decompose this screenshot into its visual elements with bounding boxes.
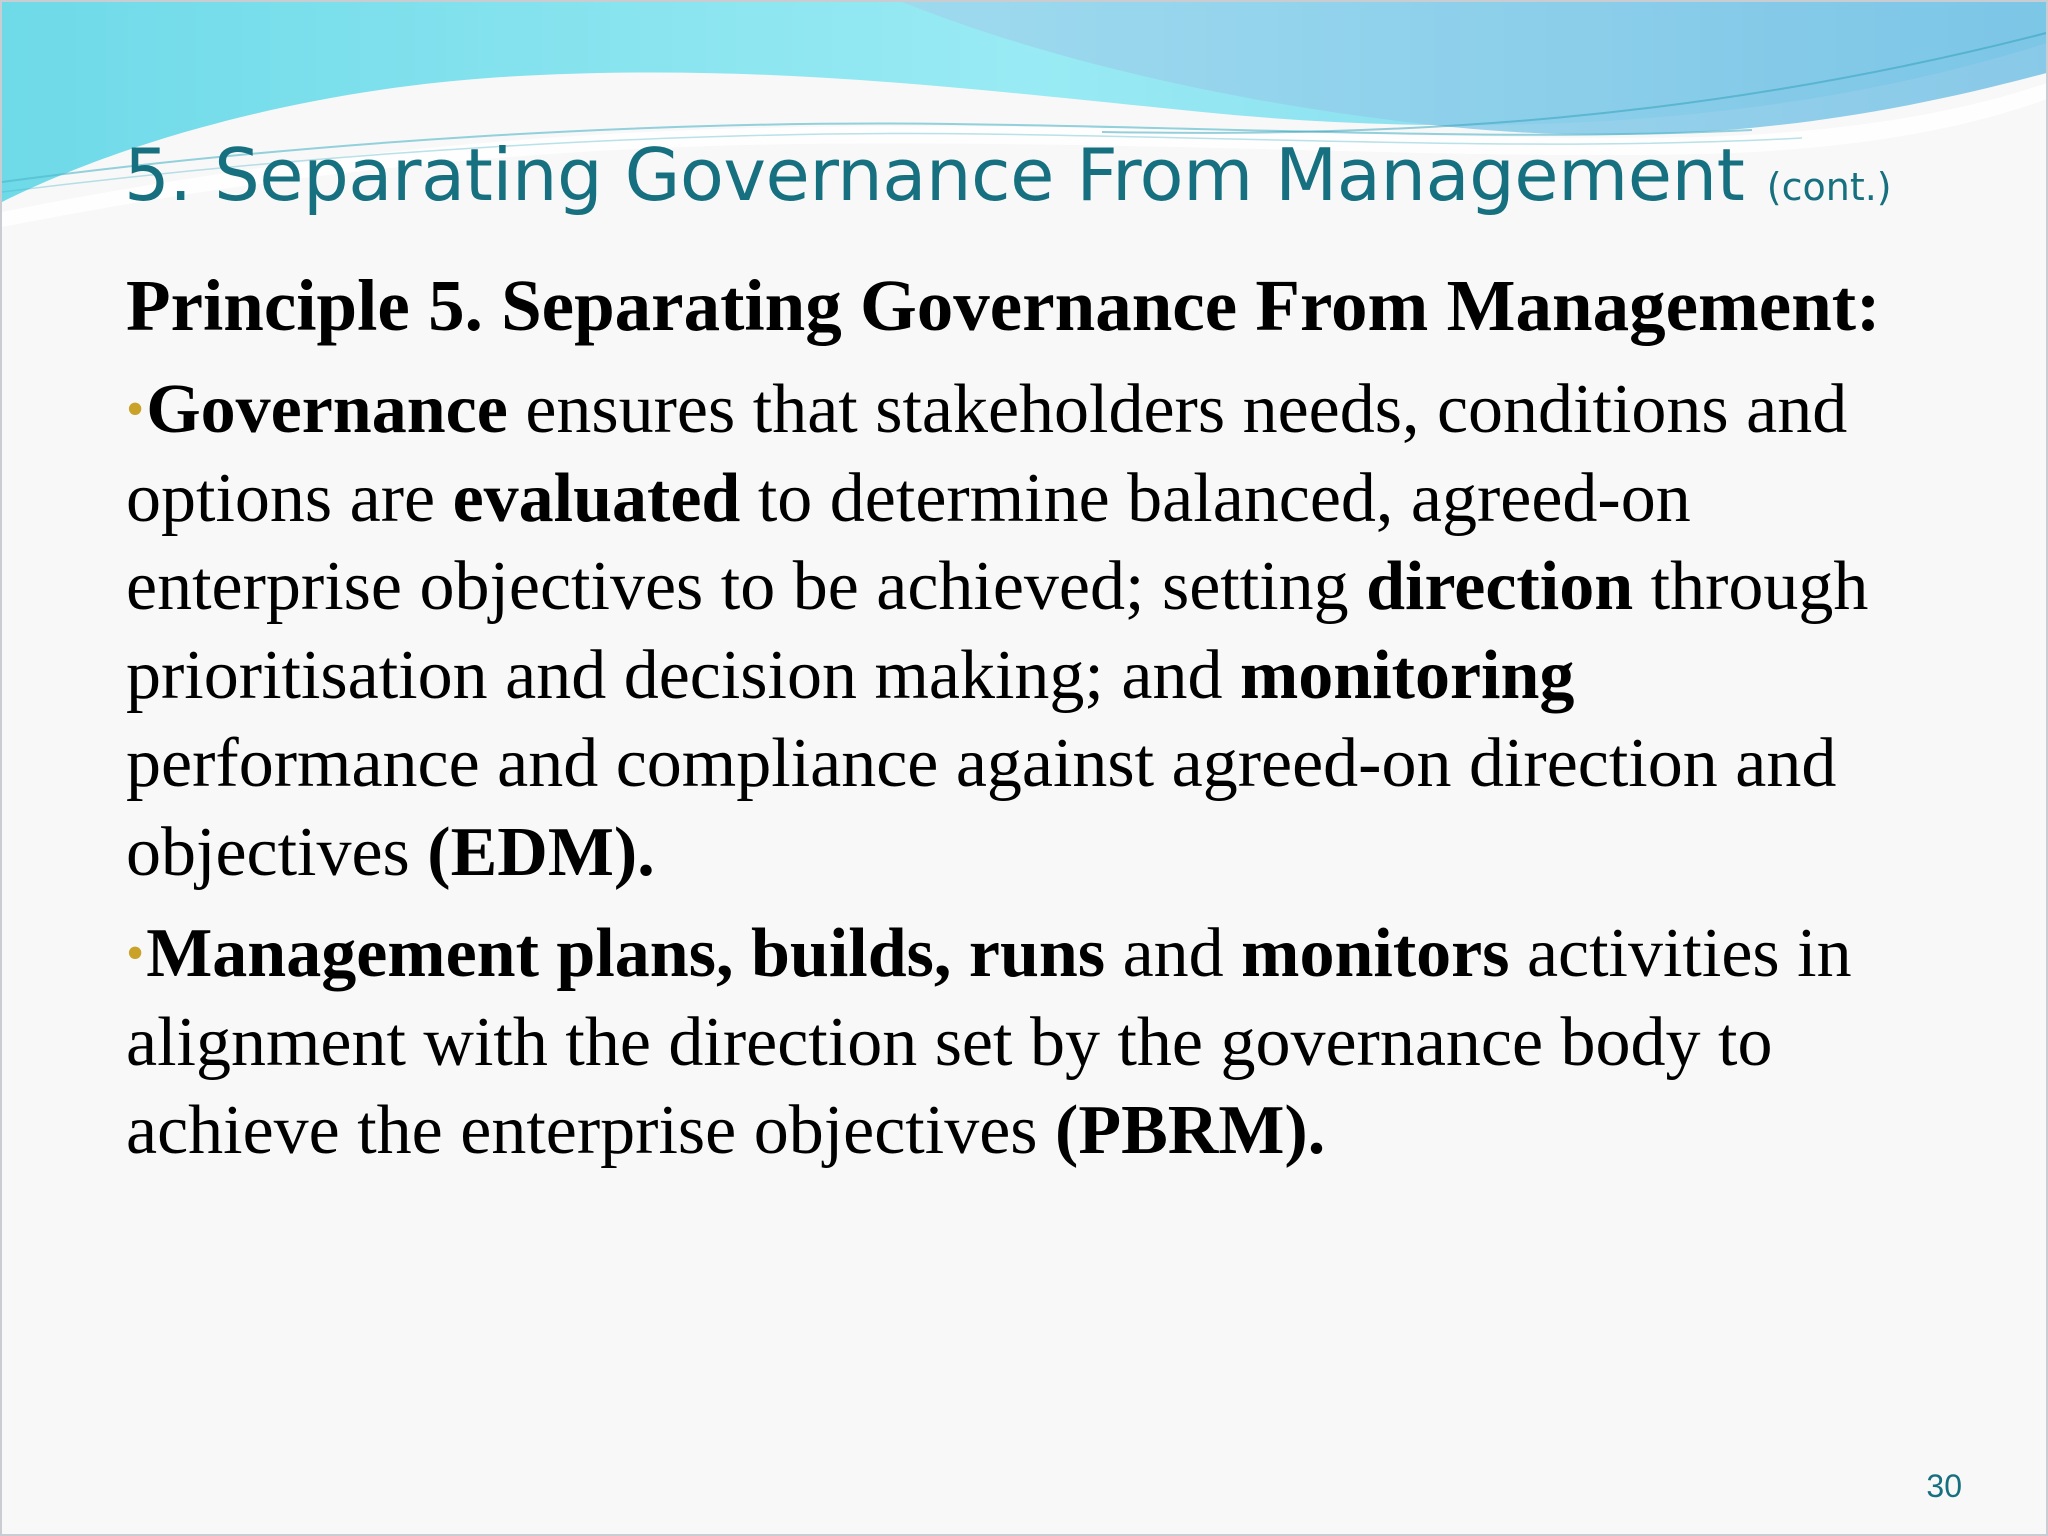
slide-title bbox=[124, 130, 2024, 232]
bullet-management-pbrm: (PBRM). bbox=[1055, 1092, 1326, 1169]
page-number: 30 bbox=[1926, 1468, 1962, 1504]
slide-title-text: 5. Separating Governance From Management bbox=[124, 133, 1745, 217]
bullet-governance-evaluated: evaluated bbox=[452, 459, 741, 537]
bullet-governance-term: Governance bbox=[146, 371, 508, 448]
bullet-governance-direction: direction bbox=[1366, 548, 1634, 625]
bullet-management-term: Management plans, builds, runs bbox=[146, 915, 1106, 992]
bullet-governance bbox=[126, 366, 1906, 897]
bullet-governance-text-2: to determine balanced, agreed-on enterprise objectives to be achieved; setting bbox=[126, 459, 1691, 625]
bullet-governance-text-1: ensures that stakeholders needs, conditions and options are bbox=[126, 371, 1848, 537]
bullet-governance-text-3: through prioritisation and decision making; and bbox=[126, 548, 1869, 714]
slide-title-suffix: (cont.) bbox=[1766, 165, 1892, 209]
bullet-management bbox=[126, 910, 1906, 1176]
bullet-management-text-1: and bbox=[1105, 915, 1242, 992]
bullet-management-text-2: activities in alignment with the direction set by the governance body to achieve the enterprise objectives bbox=[126, 915, 1852, 1169]
slide-body bbox=[126, 260, 1906, 1189]
principle-heading: Principle 5. Separating Governance From Management: bbox=[126, 265, 1881, 346]
bullet-marker-icon: • bbox=[126, 381, 145, 438]
bullet-governance-monitoring: monitoring bbox=[1239, 636, 1575, 714]
bullet-management-monitors: monitors bbox=[1241, 915, 1510, 992]
bullet-marker-icon: • bbox=[126, 925, 145, 982]
bullet-governance-edm: (EDM). bbox=[427, 813, 655, 891]
bullet-governance-text-4: performance and compliance against agreed-on direction and objectives bbox=[126, 725, 1837, 891]
